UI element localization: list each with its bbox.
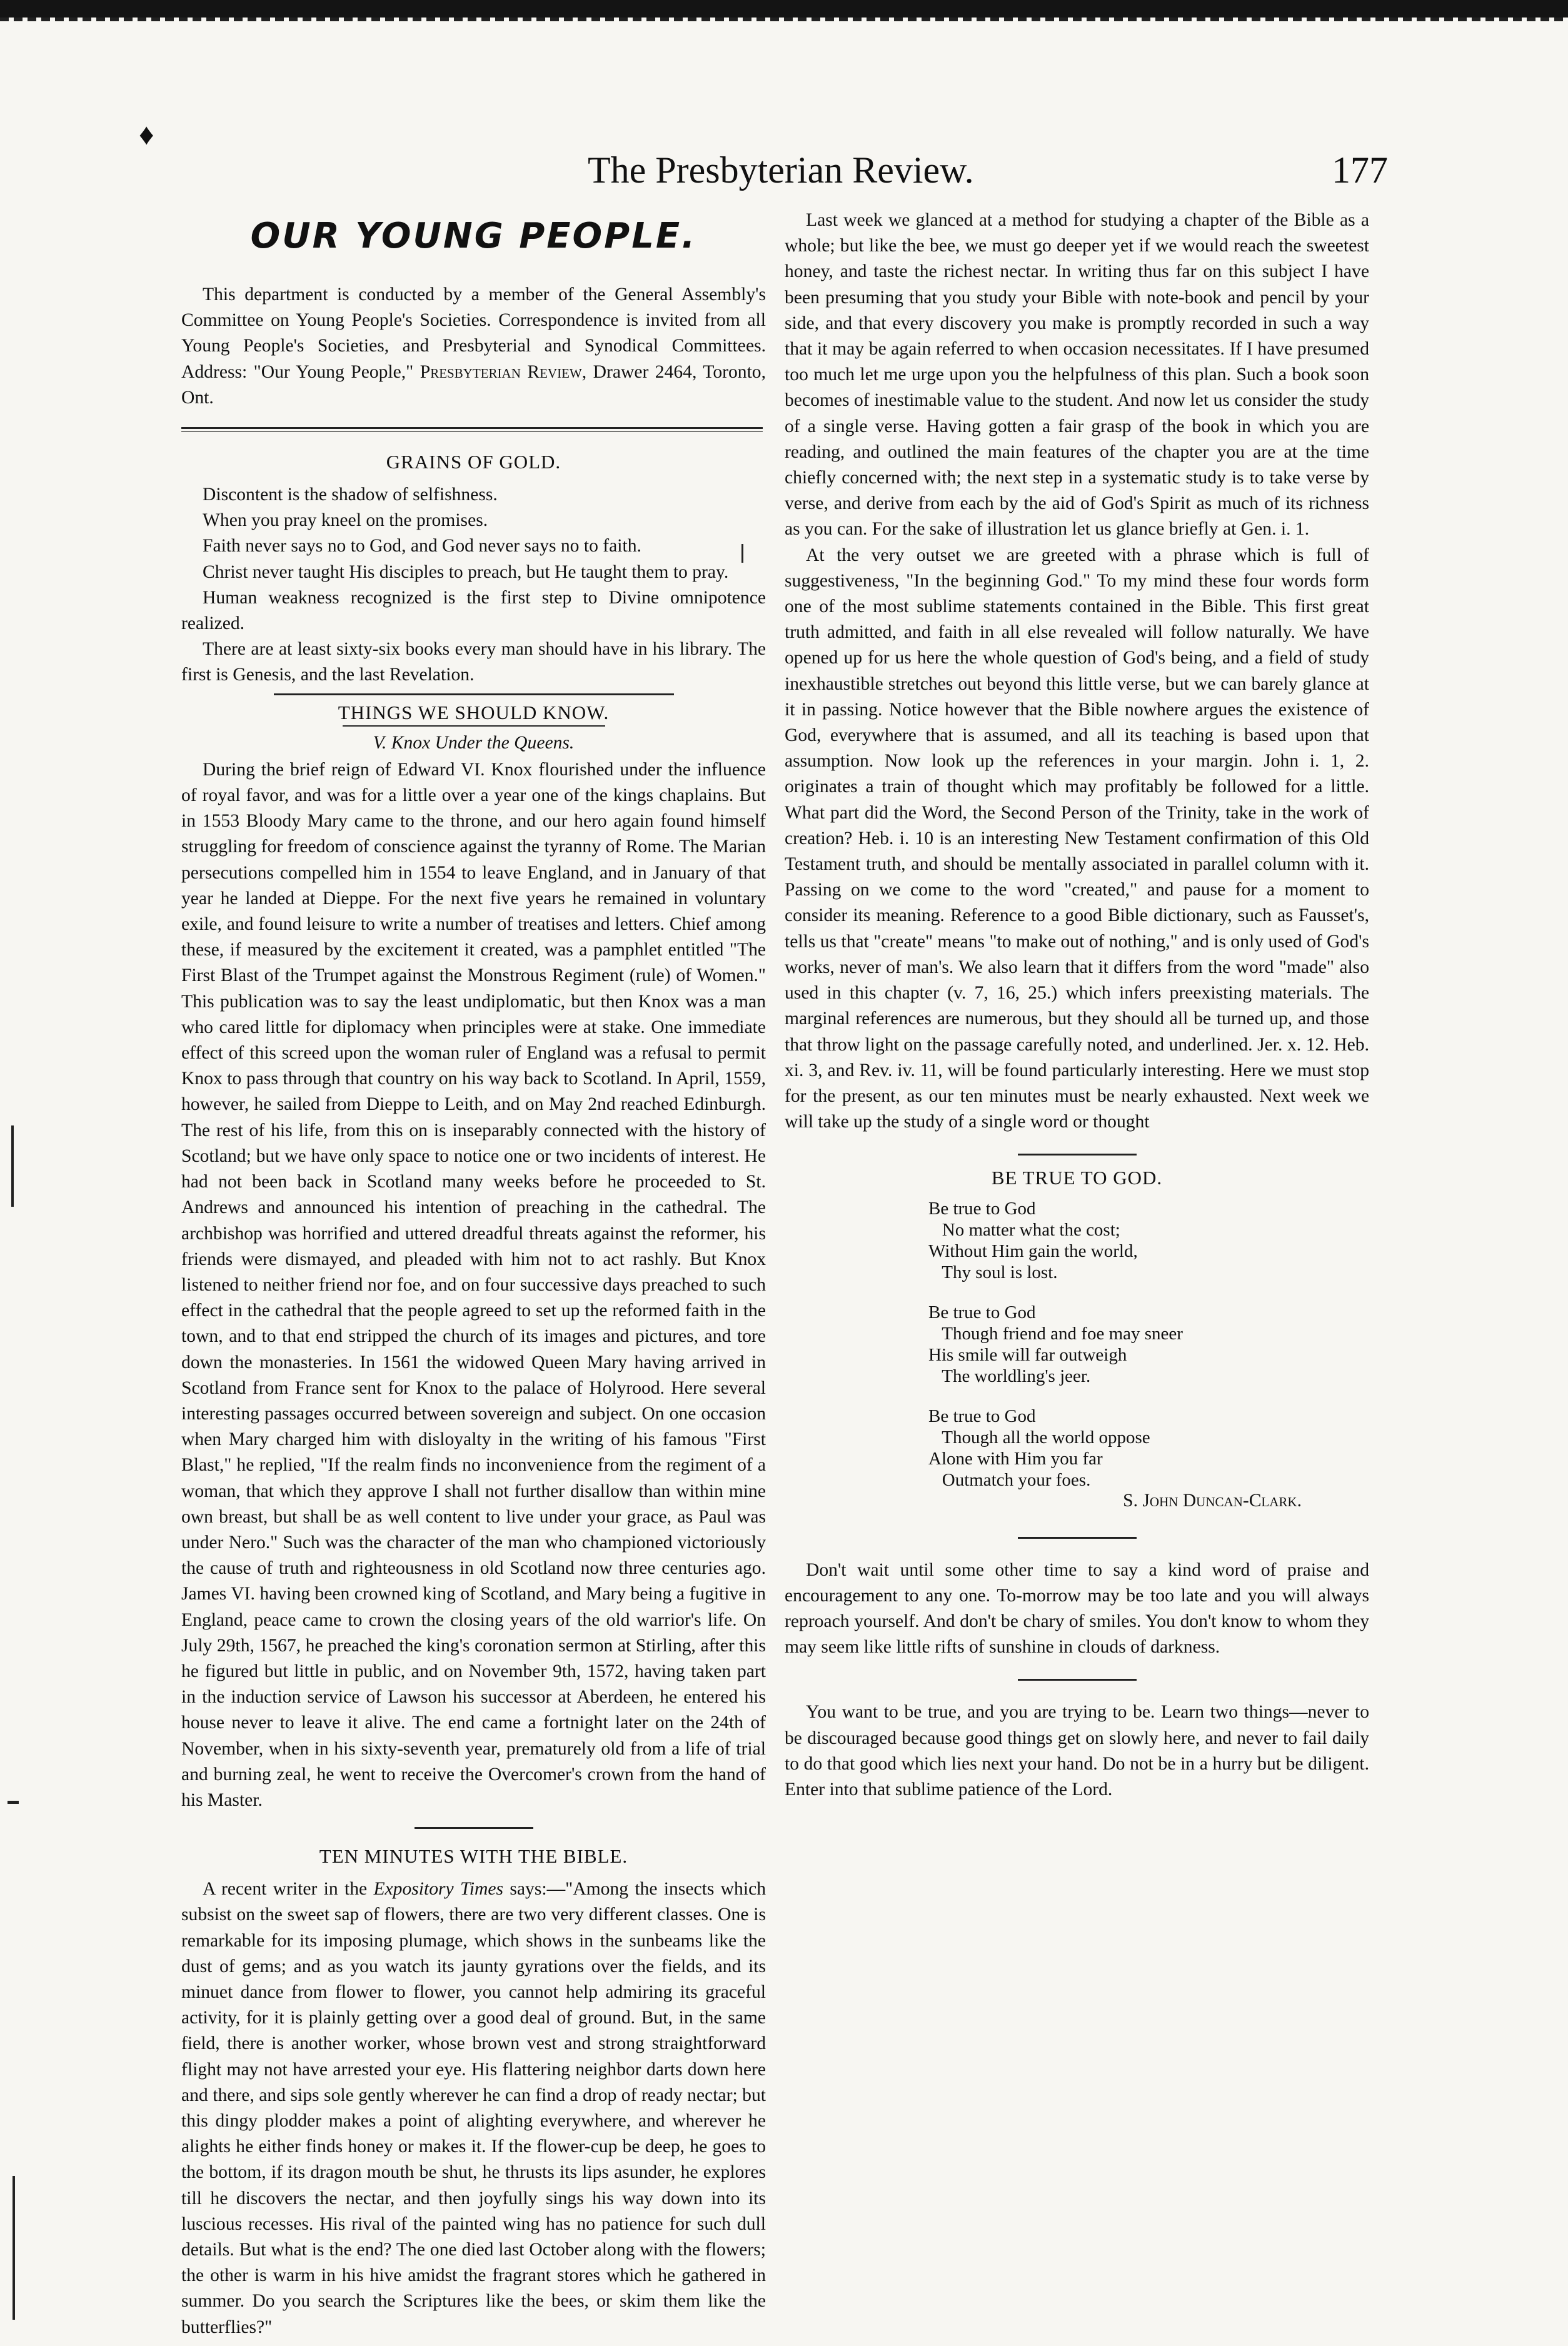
poem-author: S. John Duncan-Clark. [1123,1491,1302,1511]
ten-minutes-p1: A recent writer in the Expository Times says:—"Among the insects which subsist on the sweet sap of flowers, there are two very different classes. One is remarkable for its imposing plumage, which shows in the sunbeams like the dust of gems; and as you watch its jaunty gyrations over the fields, and its minuet dance from flower to flower, you cannot help admiring its graceful activity, for it is plainly getting over a good deal of ground. But, in the same field, there is another worker, whose brown vest and strong straightforward flight may not have arrested your eye. His flattering neighbor darts down here and there, and sips sole gently wherever he can find a drop of ready nectar; but this dingy plodder makes a point of alighting everywhere, and wherever he alights he either finds honey or makes it. If the flower-cup be deep, he goes to the bottom, if its dragon mouth be shut, he thrusts its lips asunder, he explores till he discovers the nectar, and then joyfully sings his way down into its luscious recesses. His rival of the painted wing has no patience for such dull details. But what is the end? The one died last October along with the flowers; the other is warm in his hive amidst the fragrant stores which he gathered in summer. Do you search the Scriptures like the bees, or skim them like the butterflies?" [181,1879,766,2337]
things-body: During the brief reign of Edward VI. Knox flourished under the influence of royal favor, and was for a little over a year one of the kings chaplains. But in 1553 Bloody Mary came to the throne, and our hero again found himself struggling for freedom of conscience against the tyranny of Rome. The Marian persecutions compelled him in 1554 to leave England, and in January of that year he landed at Dieppe. For the next five years he remained in voluntary exile, and found leisure to write a number of treatises and letters. Chief among these, if measured by the excitement it created, was a pamphlet entitled "The First Blast of the Trumpet against the Monstrous Regiment (rule) of Women." This publication was to say the least undiplomatic, but then Knox was a man who cared little for diplomacy when principles were at stake. One immediate effect of this screed upon the woman ruler of England was a refusal to permit Knox to pass through that country on his way back to Scotland. In April, 1559, however, he sailed from Dieppe to Leith, and on May 2nd reached Edinburgh. The rest of his life, from this on is inseparably connected with the history of Scotland; but we have only space to notice one or two incidents of interest. He had not been back in Scotland many weeks before he proceeded to St. Andrews and announced his intention of preaching in the cathedral. The archbishop was horrified and uttered dreadful threats against the reformer, his friends were dismayed, and pleaded with him not to act rashly. But Knox listened to neither friend nor foe, and on four successive days preached to such effect in the cathedral that the people agreed to set up the reformed faith in the town, and to that end stripped the church of its images and pictures, and tore down the monasteries. In 1561 the widowed Queen Mary having arrived in Scotland from France sent for Knox to the palace of Holyrood. Here several interesting passages occurred between sovereign and subject. On one occasion when Mary charged him with disloyalty in the writing of his famous "First Blast," he replied, "If the realm finds no inconvenience from the regiment of a woman, that which they approve I shall not further disallow than within mine own breast, but shall be as well content to live under your grace, as Paul was under Nero." Such was the character of the man who championed victoriously the cause of truth and righteousness in old Scotland now three centuries ago. James VI. having been crowned king of Scotland, and Mary being a fugitive in England, peace came to crown the closing years of the old warrior's life. On July 29th, 1567, he preached the king's coronation sermon at Stirling, after this he figured but little in public, and on November 9th, 1572, having taken part in the induction service of Lawson his successor at Aberdeen, he entered his house never to leave it alive. The end came a fortnight later on the 24th of November, when in his sixty-seventh year, prematurely old from a life of trial and burning zeal, he went to receive the Overcomer's crown from the hand of his Master. [181,759,766,1810]
poem-stanza [928,1406,1369,1491]
poem-line: Thy soul is lost. [928,1262,1058,1283]
right-column [785,208,1369,1803]
things-subheading: V. Knox Under the Queens. [373,732,575,753]
section-divider [415,1827,533,1829]
closing-paragraph-2: You want to be true, and you are trying to be. Learn two things—never to be discouraged because good things get on slowly here, and never to fail daily to do that good which lies next your hand. Do not be in a hurry but be diligent. Enter into that sublime patience of the Lord. [785,1702,1369,1800]
poem-line: Though all the world oppose [928,1427,1150,1448]
poem-stanza [928,1198,1369,1283]
grain-item: When you pray kneel on the promises. [203,510,488,531]
margin-mark [11,1125,14,1207]
department-intro: This department is conducted by a member of the General Assembly's Committee on Young People's Societies. Correspondence is invited from all Young People's Societies, and Presbyterial and Synodical Committees. Address: "Our Young People," Presbyterian Review, Drawer 2464, Toronto, Ont. [181,284,766,408]
section-divider [1018,1154,1137,1155]
poem-heading: BE TRUE TO GOD. [991,1167,1163,1189]
margin-mark [13,2176,15,2320]
poem-line: Alone with Him you far [928,1449,1103,1469]
grain-item: Discontent is the shadow of selfishness. [203,485,498,505]
running-title: The Presbyterian Review. [588,149,974,191]
poem-line: His smile will far outweigh [928,1345,1127,1366]
review-name: Presbyterian Review [420,361,582,382]
things-heading: THINGS WE SHOULD KNOW. [338,701,610,723]
section-divider [181,427,763,432]
ten-minutes-p2: Last week we glanced at a method for studying a chapter of the Bible as a whole; but like the bee, we must go deeper yet if we would reach the sweetest honey, and taste the richest nectar. In writing thus far on this subject I have been presuming that you study your Bible with note-book and pencil by your side, and that every discovery you make is promptly recorded in such a way that it may be again referred to when occasion necessitates. If I have presumed too much let me urge upon you the helpfulness of this plan. Such a book soon becomes of inestimable value to the student. And now let us consider the study of a single verse. Having gotten a fair grasp of the book in which you are reading, and outlined the main features of the chapter you are at the time chiefly concerned with; the next step in a systematic study is to take verse by verse, and derive from each by the aid of God's Spirit as much of its richness as you can. For the sake of illustration let us glance briefly at Gen. i. 1. [785,210,1369,540]
poem-line: Be true to God [928,1302,1036,1323]
ten-minutes-heading: TEN MINUTES WITH THE BIBLE. [319,1845,628,1868]
grain-item: Human weakness recognized is the first step to Divine omnipotence realized. [181,587,766,634]
poem-line: Though friend and foe may sneer [928,1324,1183,1344]
department-title: OUR YOUNG PEOPLE. [250,216,697,256]
section-divider [1018,1537,1137,1539]
margin-mark [8,1801,19,1804]
poem-line: The worldling's jeer. [928,1366,1091,1387]
section-divider [1018,1679,1137,1681]
left-column [181,209,766,2340]
poem-line: Without Him gain the world, [928,1241,1138,1262]
section-divider [274,693,674,695]
poem-line: Outmatch your foes. [928,1470,1091,1491]
poem [928,1198,1369,1491]
ten-minutes-p3: At the very outset we are greeted with a phrase which is full of suggestiveness, "In the beginning God." To my mind these four words form one of the most sublime statements contained in the Bible. This first great truth admitted, and faith in all else revealed will follow naturally. We have opened up for us here the whole question of God's being, and a field of study inexhaustible stretches out beyond this little verse, but we can barely glance at it in passing. Notice however that the Bible nowhere argues the existence of God, everywhere that is assumed, and all its teaching is based upon that assumption. Now look up the references in your margin. John i. 1, 2. originates a train of thought which may profitably be followed for a little. What part did the Word, the Second Person of the Trinity, take in the work of creation? Heb. i. 10 is an interesting New Testament confirmation of this Old Testament truth, and should be mentally associated in parallel column with it. Passing on we come to the word "created," and pause for a moment to consider its meaning. Reference to a good Bible dictionary, such as Fausset's, tells us that "create" means "to make out of nothing," and is only used of God's works, never of man's. We also learn that it differs from the word "made" also used in this chapter (v. 7, 16, 25.) which infers preexisting materials. The marginal references are numerous, but they should all be turned up, and those that throw light on the passage carefully noted, and underlined. Jer. x. 12. Heb. xi. 3, and Rev. iv. 11, will be found particularly interesting. Here we must stop for the present, as our ten minutes must be nearly exhausted. Next week we will take up the study of a single word or thought [785,545,1369,1132]
top-border [0,0,1568,18]
grain-item: Christ never taught His disciples to preach, but He taught them to pray. [203,561,729,582]
closing-paragraph-1: Don't wait until some other time to say a kind word of praise and encouragement to any one. To-morrow may be too late and you will always reproach yourself. And don't be chary of smiles. You don't know to whom they may seem like little rifts of sunshine in clouds of darkness. [785,1559,1369,1658]
page-number: 177 [1332,149,1388,191]
poem-stanza [928,1302,1369,1387]
grains-list [181,482,766,688]
journal-name: Expository Times [373,1879,504,1900]
grain-item: There are at least sixty-six books every man should have in his library. The first is Genesis, and the last Revelation. [181,639,766,685]
poem-line: Be true to God [928,1199,1036,1219]
top-border-edge [0,18,1568,21]
grains-heading: GRAINS OF GOLD. [386,451,561,473]
poem-line: No matter what the cost; [928,1220,1120,1241]
grain-item: Faith never says no to God, and God never says no to faith. [203,536,641,556]
poem-line: Be true to God [928,1406,1036,1427]
diamond-bullet-icon: ♦ [139,118,154,151]
